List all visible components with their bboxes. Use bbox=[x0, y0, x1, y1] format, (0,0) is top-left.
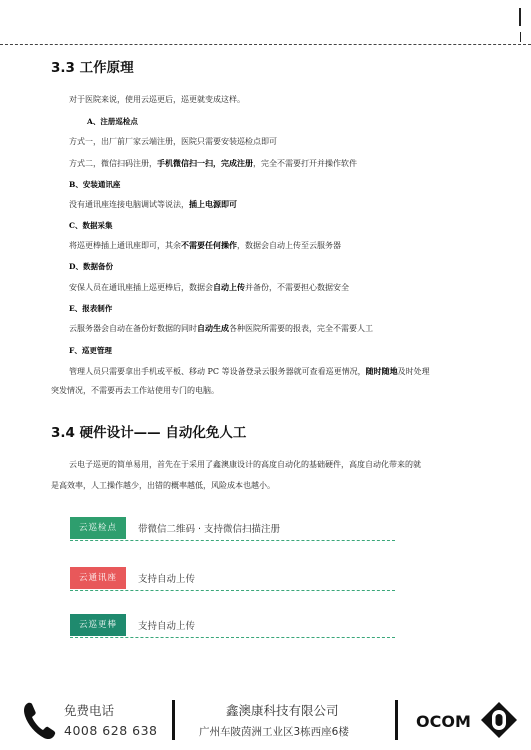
phone-icon bbox=[22, 700, 56, 740]
hotline-number: 4008 628 638 bbox=[64, 723, 158, 738]
hardware-text-line1: 云电子巡更的简单易用，首先在于采用了鑫澳康设计的高度自动化的基础硬件，高度自动化带来的就 bbox=[69, 460, 421, 469]
feature-text: 带微信二维码 · 支持微信扫描注册 bbox=[138, 524, 281, 535]
brand-logo-icon bbox=[481, 702, 517, 738]
feature-tag: 云巡检点 bbox=[70, 517, 126, 539]
feature-text: 支持自动上传 bbox=[138, 574, 196, 585]
brand-name: OCOM bbox=[416, 712, 471, 731]
subheading-f: F、巡更管理 bbox=[69, 346, 112, 355]
hotline-label: 免费电话 bbox=[64, 703, 115, 718]
collect-text: 将巡更棒插上通讯座即可，其余不需要任何操作，数据会自动上传至云服务器 bbox=[69, 240, 341, 250]
manage-text-line1: 管理人员只需要拿出手机或平板、移动 PC 等设备登录云服务器就可查看巡更情况，随时随地及时处理 bbox=[69, 366, 430, 376]
page-top-divider bbox=[0, 44, 531, 45]
section-heading-3-3: 3.3 工作原理 bbox=[51, 60, 134, 76]
feature-row-checkpoint bbox=[70, 517, 395, 541]
method-one-text: 方式一，出厂前厂家云端注册，医院只需要安装巡检点即可 bbox=[69, 137, 277, 146]
subheading-a: A、注册巡检点 bbox=[87, 117, 138, 126]
feature-text: 支持自动上传 bbox=[138, 621, 196, 632]
page-edge-mark bbox=[519, 8, 521, 26]
company-name: 鑫澳康科技有限公司 bbox=[226, 703, 339, 718]
subheading-c: C、数据采集 bbox=[69, 221, 113, 230]
feature-divider bbox=[70, 590, 395, 591]
company-address: 广州车陂茵洲工业区3栋西座6楼 bbox=[199, 726, 349, 738]
page-footer bbox=[0, 690, 531, 750]
method-two-text: 方式二，微信扫码注册，手机微信扫一扫，完成注册，完全不需要打开并操作软件 bbox=[69, 158, 357, 168]
subheading-e: E、报表制作 bbox=[69, 304, 113, 313]
section-heading-3-4: 3.4 硬件设计—— 自动化免人工 bbox=[51, 425, 247, 441]
backup-text: 安保人员在通讯座插上巡更棒后，数据会自动上传并备份，不需要担心数据安全 bbox=[69, 282, 349, 292]
feature-divider bbox=[70, 540, 395, 541]
feature-row-comm-base bbox=[70, 567, 395, 591]
intro-text: 对于医院来说，使用云巡更后，巡更就变成这样。 bbox=[69, 95, 245, 104]
feature-divider bbox=[70, 637, 395, 638]
report-text: 云服务器会自动在备份好数据的同时自动生成各种医院所需要的报表，完全不需要人工 bbox=[69, 323, 373, 333]
page-edge-mark bbox=[520, 32, 521, 42]
hardware-text-line2: 是高效率，人工操作越少，出错的概率越低，风险成本也越小。 bbox=[51, 481, 275, 490]
feature-tag: 云通讯座 bbox=[70, 567, 126, 589]
subheading-b: B、安装通讯座 bbox=[69, 180, 121, 189]
footer-divider bbox=[172, 700, 175, 740]
feature-row-patrol-stick bbox=[70, 614, 395, 638]
install-text: 没有通讯座连接电脑调试等说法，插上电源即可 bbox=[69, 199, 237, 209]
feature-tag: 云巡更棒 bbox=[70, 614, 126, 636]
footer-divider bbox=[395, 700, 398, 740]
manage-text-line2: 突发情况，不需要再去工作站使用专门的电脑。 bbox=[51, 386, 219, 395]
subheading-d: D、数据备份 bbox=[69, 262, 114, 271]
